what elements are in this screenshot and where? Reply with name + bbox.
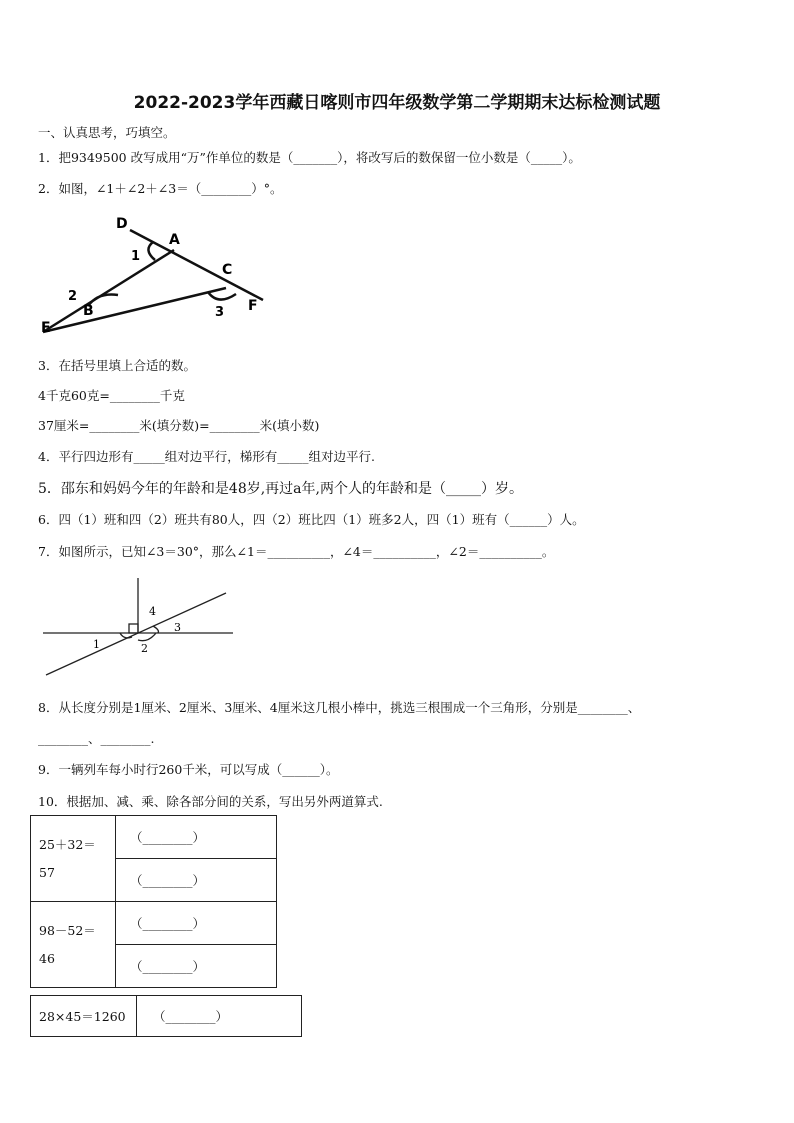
angle-2-label: 2 bbox=[68, 289, 78, 304]
question-7: 7．如图所示，已知∠3＝30°，那么∠1＝__________，∠4＝__________，∠2＝__________。 bbox=[38, 544, 555, 559]
answer-cell: （________） bbox=[137, 996, 302, 1037]
question-8-continued: ________、________. bbox=[38, 731, 155, 746]
angle-figure-q2 bbox=[38, 210, 278, 340]
answer-cell: （________） bbox=[116, 902, 277, 945]
question-6: 6．四（1）班和四（2）班共有80人，四（2）班比四（1）班多2人，四（1）班有（______）人。 bbox=[38, 512, 585, 527]
equation-line: 46 bbox=[39, 950, 55, 966]
label-C: C bbox=[222, 262, 233, 278]
equation-line: 98－52＝ bbox=[39, 922, 96, 938]
answer-cell: （________） bbox=[116, 816, 277, 859]
equation-cell bbox=[31, 902, 116, 988]
equation-table bbox=[30, 815, 277, 988]
answer-cell: （________） bbox=[116, 945, 277, 988]
question-2: 2．如图，∠1＋∠2＋∠3＝（________）°。 bbox=[38, 181, 283, 196]
angle-3-label: 3 bbox=[215, 305, 225, 320]
angle-1-label: 1 bbox=[131, 249, 141, 264]
equation-line: 57 bbox=[39, 864, 55, 880]
question-9: 9．一辆列车每小时行260千米，可以写成（______）。 bbox=[38, 762, 339, 777]
label-D: D bbox=[116, 216, 128, 232]
label-E: E bbox=[41, 320, 51, 336]
answer-cell: （________） bbox=[116, 859, 277, 902]
question-10: 10．根据加、减、乘、除各部分间的关系，写出另外两道算式. bbox=[38, 794, 383, 809]
question-8: 8．从长度分别是1厘米、2厘米、3厘米、4厘米这几根小棒中，挑选三根围成一个三角形，分别是________、 bbox=[38, 700, 641, 715]
angle-figure-q7 bbox=[38, 575, 238, 680]
label-B: B bbox=[83, 303, 94, 319]
question-3b: 37厘米=________米(填分数)=________米(填小数) bbox=[38, 418, 320, 433]
question-4: 4．平行四边形有_____组对边平行，梯形有_____组对边平行. bbox=[38, 449, 375, 464]
question-3: 3．在括号里填上合适的数。 bbox=[38, 358, 196, 373]
question-1: 1．把9349500 改写成用“万”作单位的数是（_______），将改写后的数保留一位小数是（_____）。 bbox=[38, 150, 581, 165]
label-A: A bbox=[169, 232, 180, 248]
equation-cell bbox=[31, 816, 116, 902]
angle-4-label: 4 bbox=[149, 605, 156, 618]
question-3a: 4千克60克=________千克 bbox=[38, 388, 185, 403]
question-5: 5．邵东和妈妈今年的年龄和是48岁,再过a年,两个人的年龄和是（_____）岁。 bbox=[38, 481, 523, 497]
equation-line: 25＋32＝ bbox=[39, 836, 96, 852]
equation-table-row3 bbox=[30, 995, 302, 1037]
equation-cell: 28×45＝1260 bbox=[31, 996, 137, 1037]
angle-3-label: 3 bbox=[174, 621, 181, 634]
label-F: F bbox=[248, 298, 258, 314]
page-title: 2022-2023学年西藏日喀则市四年级数学第二学期期末达标检测试题 bbox=[133, 93, 661, 113]
angle-2-label: 2 bbox=[141, 642, 148, 655]
angle-1-label: 1 bbox=[93, 638, 100, 651]
section-heading: 一、认真思考，巧填空。 bbox=[38, 125, 176, 140]
